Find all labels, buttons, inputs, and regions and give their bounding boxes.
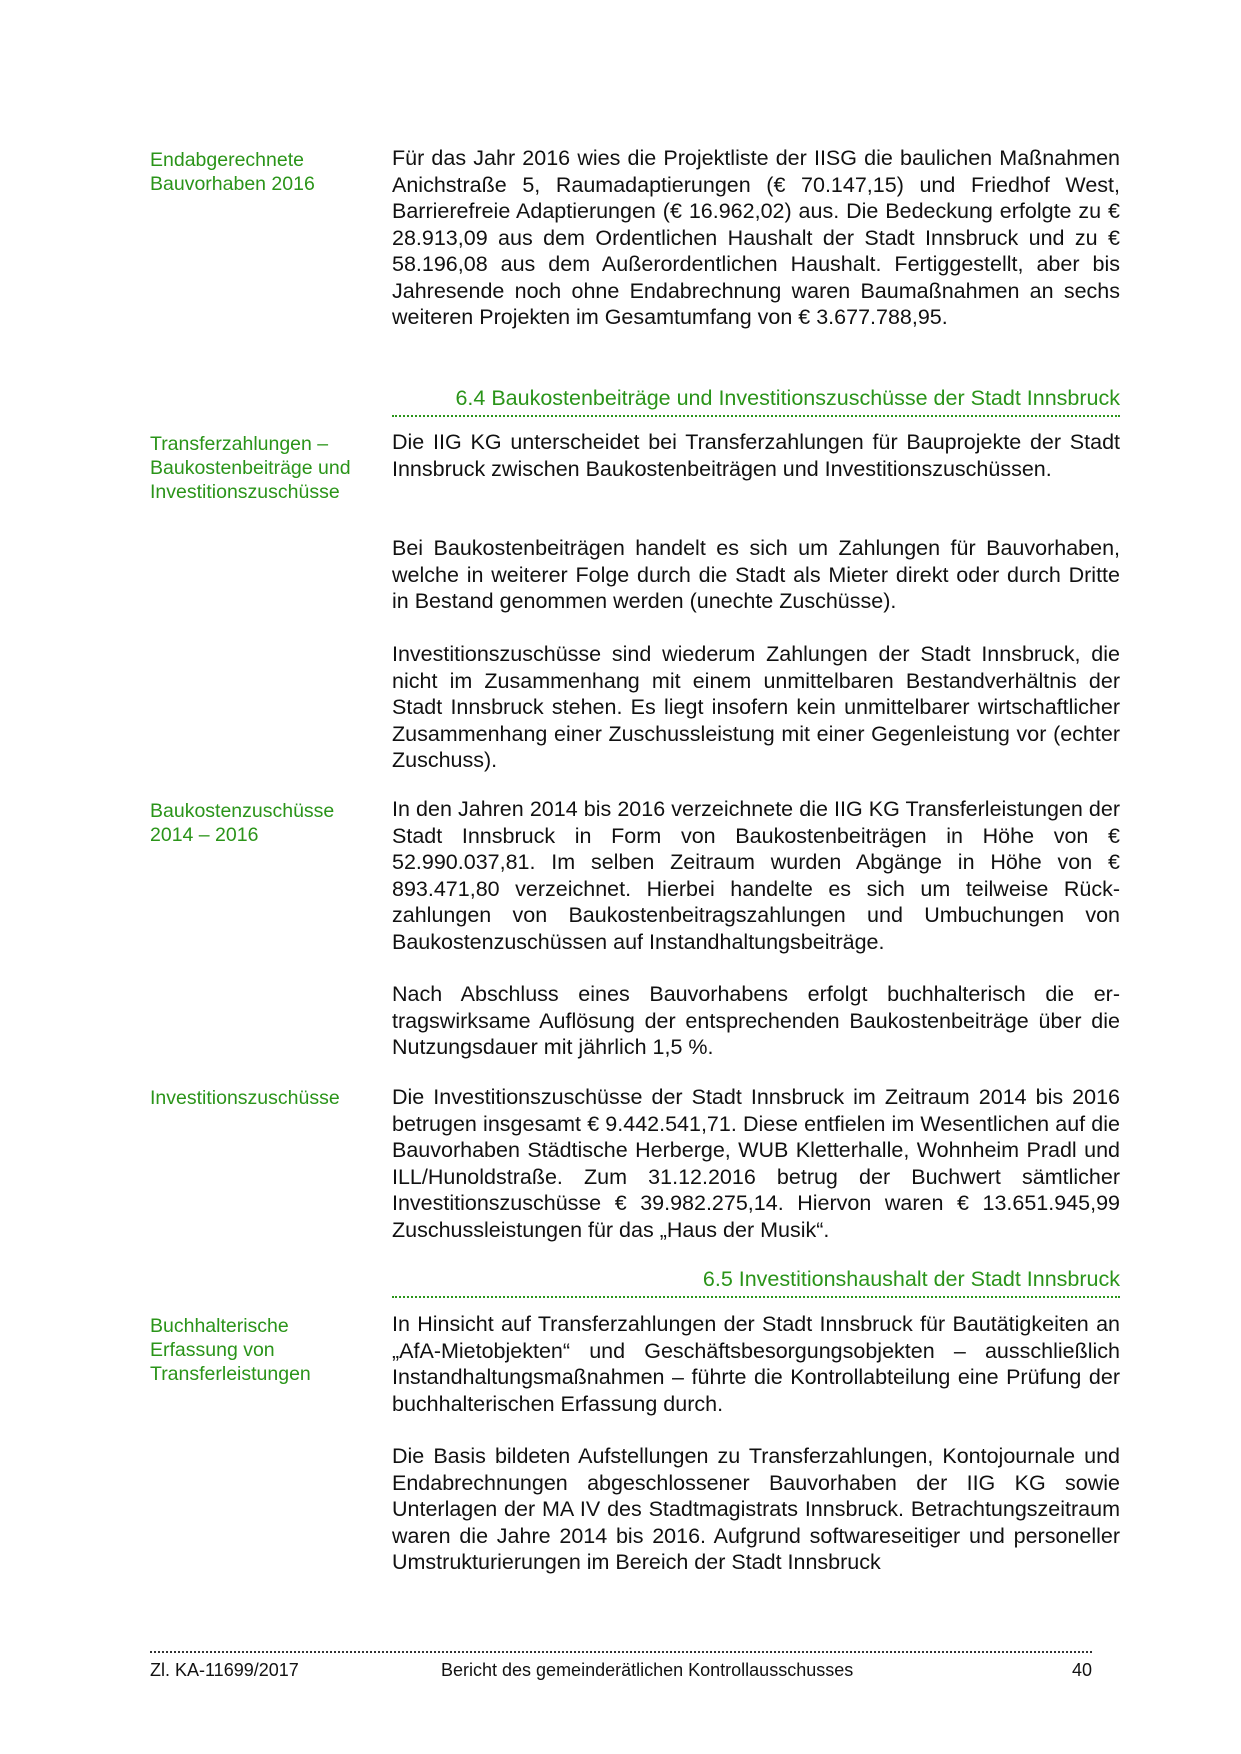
paragraph-baukostenbeitraege: Bei Baukostenbeiträgen handelt es sich um Zahlungen für Bauvorhaben, welche in weiterer Folge durch die Stadt als Mieter direkt oder durch Dritte in Bestand genommen werden (unechte Zuschüsse). xyxy=(392,536,1120,613)
footer-reference: Zl. KA-11699/2017 xyxy=(150,1660,299,1680)
paragraph-endabgerechnete: Für das Jahr 2016 wies die Projektliste der IISG die baulichen Maßnahmen Anichstraße 5, Raumadaptierungen (€ 70.147,15) und Friedhof West, Barrierefreie Adaptierungen (€ 16.962,02) aus. Die Bedeckung erfolgte zu € 28.913,09 aus dem Ordentlichen Haushalt der Stadt Innsbruck und zu € 58.196,08 aus dem Außerordentlichen Haushalt. Fertiggestellt, aber bis Jahresende noch ohne Endabrechnung waren Baumaßnahmen an sechs weiteren Projekten im Gesamtumfang von € 3.677.788,95. xyxy=(392,146,1120,329)
paragraph-transferleistungen-2014-2016: In den Jahren 2014 bis 2016 verzeichnete die IIG KG Transferleistungen der Stadt Innsbruck in Form von Baukostenbeiträgen in Höhe von € 52.990.037,81. Im selben Zeitraum wurden Abgänge in Höhe von € 893.471,80 verzeichnet. Hierbei handelte es sich um teilweise Rückzahlungen von Baukostenbeitragszahlungen und Umbuchungen von Baukostenzuschüssen auf Instandhaltungsbeiträge. xyxy=(392,797,1120,954)
paragraph-investitionszuschuesse-summen: Die Investitionszuschüsse der Stadt Innsbruck im Zeitraum 2014 bis 2016 betrugen insgesamt € 9.442.541,71. Diese entfielen im Wesentlichen auf die Bauvorhaben Städtische Herberge, WUB Kletterhalle, Wohnheim Pradl und ILL/Hunoldstraße. Zum 31.12.2016 betrug der Buchwert sämtlicher Investitionszuschüsse € 39.982.275,14. Hiervon waren € 13.651.945,99 Zuschussleistungen für das „Haus der Musik“. xyxy=(392,1085,1120,1242)
paragraph-transferzahlungen: Die IIG KG unterscheidet bei Transferzahlungen für Bauprojekte der Stadt Innsbruck zwischen Baukostenbeiträgen und Investitionszuschüssen. xyxy=(392,430,1120,481)
paragraph-pruefung-erfassung: In Hinsicht auf Transferzahlungen der Stadt Innsbruck für Bautätigkeiten an „AfA-Mietobjekten“ und Geschäftsbesorgungsobjekten – ausschließlich Instandhaltungsmaßnahmen – führte die Kontrollabteilung eine Prüfung der buchhalterischen Erfassung durch. xyxy=(392,1312,1120,1416)
paragraph-basis-aufstellungen: Die Basis bildeten Aufstellungen zu Transferzahlungen, Kontojournale und Endabrechnungen abgeschlossener Bauvorhaben der IIG KG sowie Unterlagen der MA IV des Stadtmagistrats Innsbruck. Betrachtungszeitraum waren die Jahre 2014 bis 2016. Aufgrund softwareseitiger und personeller Umstrukturierungen im Bereich der Stadt Innsbruck xyxy=(392,1444,1120,1574)
paragraph-aufloesung: Nach Abschluss eines Bauvorhabens erfolgt buchhalterisch die ertragswirksame Auflösung der entsprechenden Baukostenbeiträge über die Nutzungsdauer mit jährlich 1,5 %. xyxy=(392,982,1120,1059)
footer-report-title: Bericht des gemeinderätlichen Kontrollausschusses xyxy=(441,1660,854,1680)
margin-note-buchhalterische-erfassung: Buchhalterische Erfassung von Transferleistungen xyxy=(150,1315,311,1385)
section-heading-6-5: 6.5 Investitionshaushalt der Stadt Innsbruck xyxy=(392,1266,1120,1298)
margin-note-baukostenzuschuesse: Baukostenzuschüsse 2014 – 2016 xyxy=(150,800,335,846)
footer-page-number: 40 xyxy=(1071,1660,1092,1680)
margin-note-transferzahlungen: Transferzahlungen – Baukostenbeiträge und Investitionszuschüsse xyxy=(150,433,351,503)
paragraph-investitionszuschuesse-definition: Investitionszuschüsse sind wiederum Zahlungen der Stadt Innsbruck, die nicht im Zusammenhang mit einem unmittelbaren Bestandverhältnis der Stadt Innsbruck stehen. Es liegt insofern kein unmittelbarer wirtschaftlicher Zusammenhang einer Zuschussleistung mit einer Gegenleistung vor (echter Zuschuss). xyxy=(392,642,1120,772)
section-heading-6-4: 6.4 Baukostenbeiträge und Investitionszuschüsse der Stadt Innsbruck xyxy=(392,385,1120,417)
margin-note-endabgerechnete: Endabgerechnete Bauvorhaben 2016 xyxy=(150,149,315,195)
margin-note-investitionszuschuesse: Investitionszuschüsse xyxy=(150,1087,340,1109)
footer-divider xyxy=(150,1651,1092,1653)
